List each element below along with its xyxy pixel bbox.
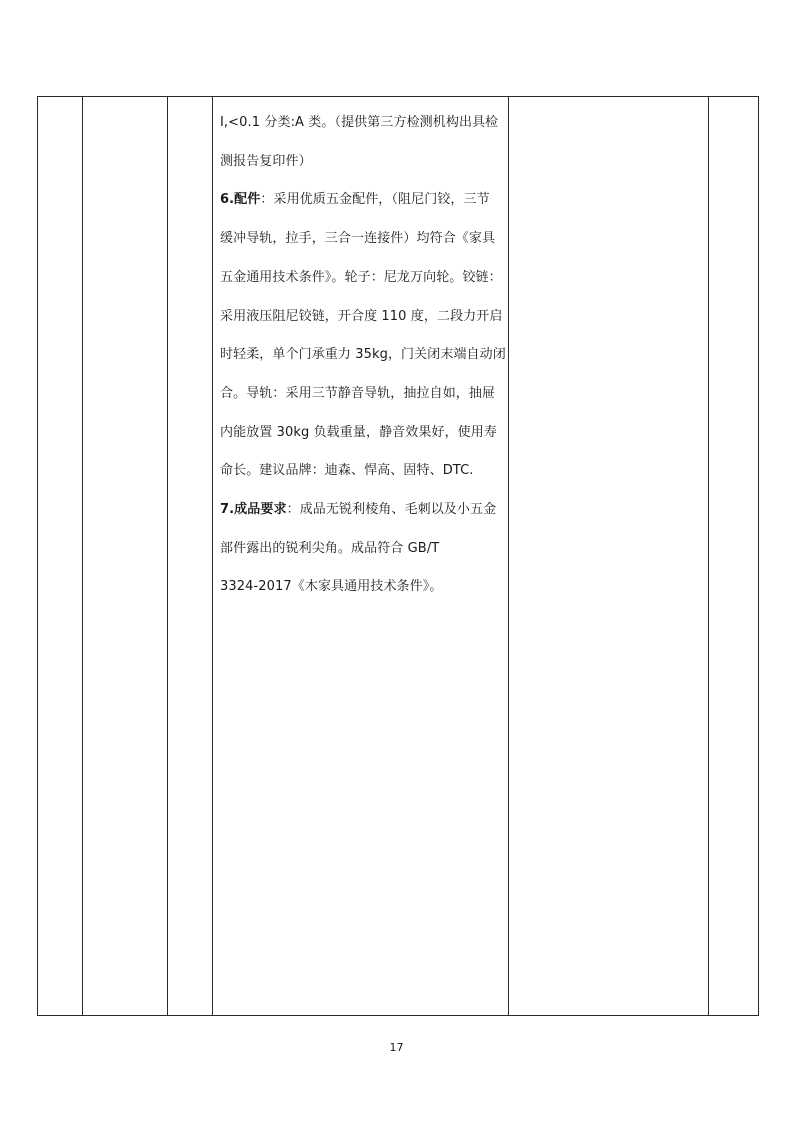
table-row	[38, 97, 759, 1016]
text-line: 合。导轨：采用三节静音导轨，抽拉自如，抽屉	[220, 385, 496, 401]
text-line: 3324-2017《木家具通用技术条件》。	[220, 579, 443, 595]
text-line: 测报告复印件）	[220, 153, 312, 169]
section-label: 7.成品要求	[220, 502, 287, 518]
cell-index	[38, 97, 83, 1016]
text-line: 7.成品要求：成品无锐利棱角、毛刺以及小五金	[220, 502, 497, 518]
cell-notes	[709, 97, 759, 1016]
text-line: 五金通用技术条件》。轮子：尼龙万向轮。铰链：	[220, 269, 502, 285]
cell-remarks	[509, 97, 709, 1016]
text-line: 时轻柔，单个门承重力 35kg，门关闭末端自动闭	[220, 347, 506, 363]
text-line: 内能放置 30kg 负载重量，静音效果好，使用寿	[220, 424, 497, 440]
cell-quantity	[168, 97, 213, 1016]
text-line: 6.配件：采用优质五金配件，（阻尼门铰，三节	[220, 192, 490, 208]
requirements-text	[213, 97, 508, 607]
text-line: I,<0.1 分类:A 类。（提供第三方检测机构出具检	[220, 115, 499, 130]
text-line: 采用液压阻尼铰链，开合度 110 度，二段力开启	[220, 308, 503, 324]
cell-item-name	[83, 97, 168, 1016]
specification-table	[37, 96, 759, 1016]
text-line: 部件露出的锐利尖角。成品符合 GB/T	[220, 540, 440, 556]
page-number: 17	[389, 1041, 404, 1054]
text-line: 缓冲导轨，拉手，三合一连接件）均符合《家具	[220, 231, 496, 247]
text-line: 命长。建议品牌：迪森、悍高、固特、DTC.	[220, 463, 474, 479]
section-label: 6.配件	[220, 192, 261, 208]
cell-technical-requirements	[213, 97, 509, 1016]
